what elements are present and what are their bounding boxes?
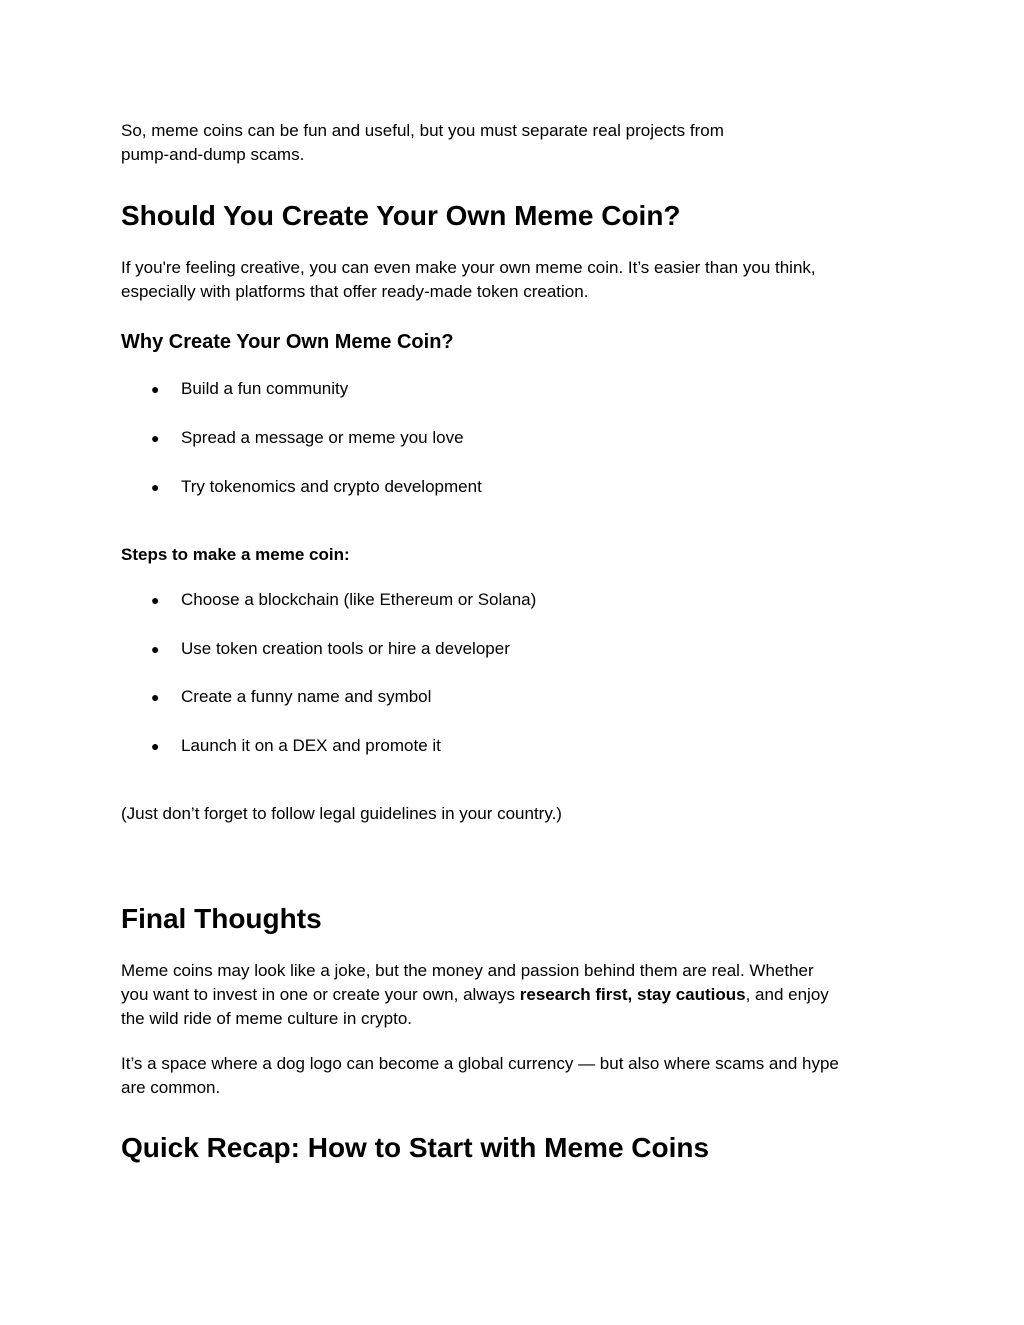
list-item-text: Build a fun community: [181, 379, 349, 398]
final-para1-line-2-pre: you want to invest in one or create your own, always: [121, 985, 520, 1004]
bullet-icon: ●: [151, 738, 160, 754]
final-para1-line-2: [121, 983, 911, 1007]
heading-steps: Steps to make a meme coin:: [121, 545, 350, 564]
list-item-text: Choose a blockchain (like Ethereum or Solana): [181, 590, 537, 609]
final-para1-bold-text: research first, stay cautious: [519, 985, 746, 1004]
intro-line-2: pump-and-dump scams.: [121, 145, 305, 164]
list-item-text: Launch it on a DEX and promote it: [181, 736, 441, 755]
list-item-text: Create a funny name and symbol: [181, 687, 432, 706]
final-para2-line-1: It’s a space where a dog logo can become a global currency — but also where scams and hype: [121, 1054, 839, 1073]
intro-paragraph: [121, 119, 911, 167]
list-item-text: Use token creation tools or hire a developer: [181, 639, 510, 658]
bullet-icon: ●: [151, 430, 160, 446]
final-para1-line-3: the wild ride of meme culture in crypto.: [121, 1009, 413, 1028]
bullet-icon: ●: [151, 592, 160, 608]
create-para-line-1: If you're feeling creative, you can even make your own meme coin. It’s easier than you think,: [121, 258, 816, 277]
heading-create-meme-coin: Should You Create Your Own Meme Coin?: [121, 200, 681, 231]
create-paragraph: [121, 256, 911, 304]
bullet-icon: ●: [151, 479, 160, 495]
heading-quick-recap: Quick Recap: How to Start with Meme Coins: [121, 1132, 710, 1163]
intro-line-1: So, meme coins can be fun and useful, but you must separate real projects from: [121, 121, 724, 140]
legal-note: (Just don’t forget to follow legal guidelines in your country.): [121, 804, 562, 823]
bullet-icon: ●: [151, 689, 160, 705]
create-para-line-2: especially with platforms that offer ready-made token creation.: [121, 282, 589, 301]
final-paragraph-1: [121, 959, 911, 1031]
bullet-icon: ●: [151, 381, 160, 397]
heading-why-create: Why Create Your Own Meme Coin?: [121, 331, 454, 353]
list-item-text: Spread a message or meme you love: [181, 428, 464, 447]
final-para1-line-2-post: , and enjoy: [745, 985, 829, 1004]
final-para2-line-2: are common.: [121, 1078, 221, 1097]
heading-final-thoughts: Final Thoughts: [121, 903, 322, 934]
bullet-icon: ●: [151, 641, 160, 657]
list-item-text: Try tokenomics and crypto development: [181, 477, 482, 496]
final-para1-line-1: Meme coins may look like a joke, but the money and passion behind them are real. Whether: [121, 961, 814, 980]
final-paragraph-2: [121, 1052, 911, 1100]
